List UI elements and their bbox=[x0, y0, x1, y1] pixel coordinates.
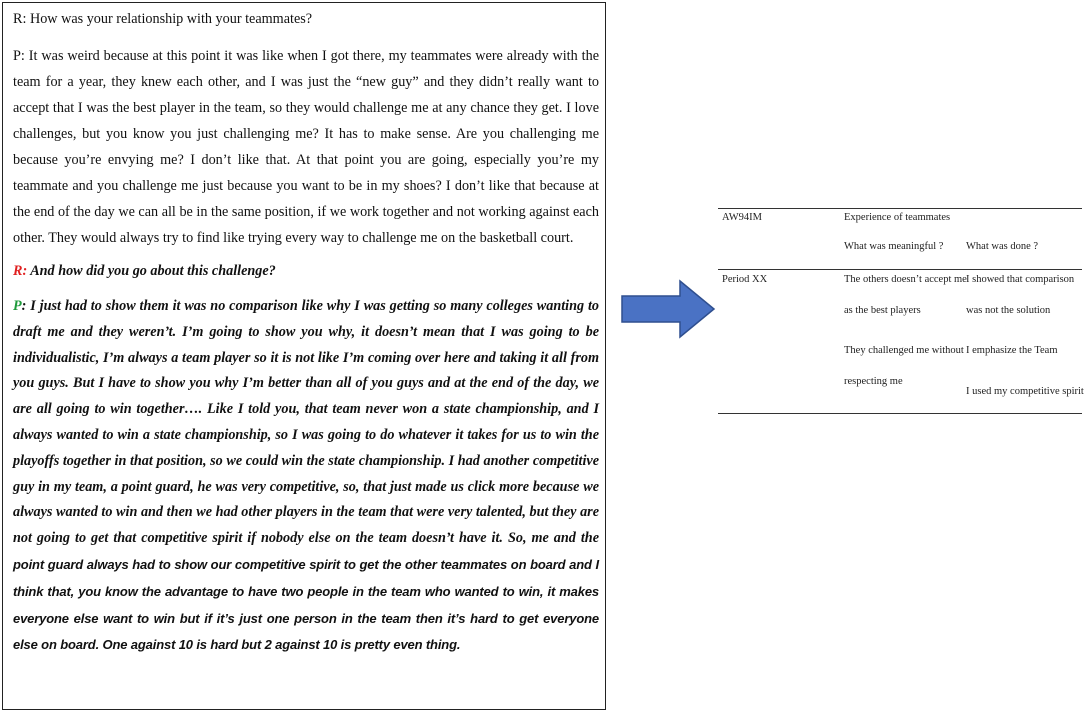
table-header-rule bbox=[718, 269, 1082, 270]
question-1: R: How was your relationship with your teammates? bbox=[13, 11, 313, 27]
table-top-rule bbox=[718, 208, 1082, 209]
done-1a: I showed that comparison bbox=[966, 274, 1075, 285]
speaker-r-label: R: bbox=[13, 263, 28, 279]
participant-id: AW94IM bbox=[722, 212, 762, 223]
coding-table bbox=[718, 206, 1082, 416]
meaningful-2b: respecting me bbox=[844, 376, 903, 387]
row-label: Period XX bbox=[722, 274, 768, 285]
meaningful-1a: The others doesn’t accept me bbox=[844, 274, 967, 285]
subheader-done: What was done ? bbox=[966, 241, 1039, 252]
right-arrow-icon bbox=[620, 279, 716, 339]
question-2 bbox=[13, 260, 599, 282]
done-2: I emphasize the Team bbox=[966, 345, 1058, 356]
interview-transcript bbox=[2, 2, 606, 710]
meaningful-2a: They challenged me without bbox=[844, 345, 964, 356]
subheader-meaningful: What was meaningful ? bbox=[844, 241, 944, 252]
done-3: I used my competitive spirit bbox=[966, 386, 1084, 397]
meaningful-1b: as the best players bbox=[844, 305, 921, 316]
answer-1: P: It was weird because at this point it was like when I got there, my teammates were already with the team for a year, they knew each other, and I was just the “new guy” and they didn’t really want to accept that I was the best player in the team, so they would challenge me at any chance they get. I love challenges, but you know you just challenging me? It has to make sense. Are you challenging me because you’re envying me? I don’t like that. At that point you are going, especially you’re my teammate and you challenge me just because you want to be in my shoes? I don’t like that because at the end of the day we can all be in the same position, if we work together and not working against each other. They would always try to find like trying every way to challenge me on the basketball court. bbox=[13, 48, 599, 246]
answer-2-text: : I just had to show them it was no comparison like why I was getting so many colleges wanting to draft me and they weren’t. I’m going to show you why, it doesn’t mean that I was going to be individualistic, I’m always a team player so it is not like I’m coming over here and taking it all from you guys. But I have to show you why I’m better than all of you guys and at the end of the day, we are all going to win together…. Like I told you, that team never won a state championship, and I always wanted to win a state championship, so I was going to do whatever it takes for us to win the playoffs together in that position, so we could win the state championship. I had another competitive guy in my team, a point guard, he was very competitive, so, that just made us click more because we always wanted to win and then we had other players in the team that were very talented, but they are not going to get that competitive spirit if nobody else on the team doesn’t have it. So, me and the bbox=[13, 298, 599, 547]
answer-2 bbox=[13, 294, 599, 659]
speaker-p-label: P bbox=[13, 298, 22, 314]
table-bottom-rule bbox=[718, 413, 1082, 414]
done-1b: was not the solution bbox=[966, 305, 1051, 316]
column-header: Experience of teammates bbox=[844, 212, 951, 223]
answer-2-tail: point guard always had to show our competitive spirit to get the other teammates on board and I think that, you know the advantage to have two people in the team who wanted to win, it makes everyone else want to win but if it’s just one person in the team then it’s hard to get everyone else on board. One against 10 is hard but 2 against 10 is pretty even thing. bbox=[13, 556, 599, 653]
question-2-text: And how did you go about this challenge? bbox=[27, 263, 276, 279]
